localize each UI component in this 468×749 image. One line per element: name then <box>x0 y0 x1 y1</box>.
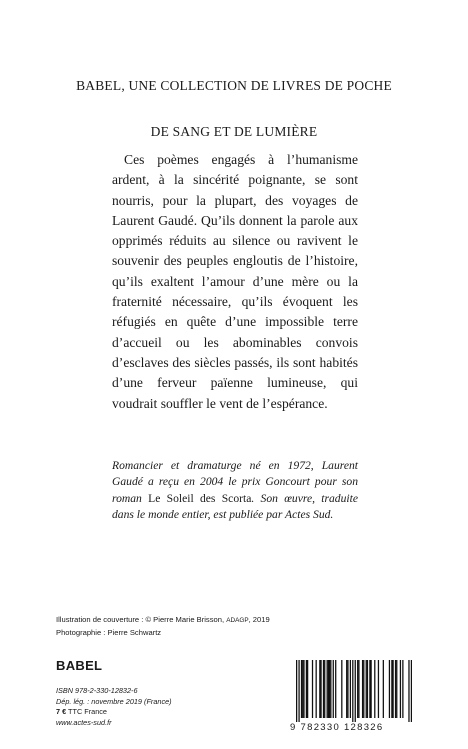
barcode-bar <box>329 660 330 718</box>
credit-year: , 2019 <box>248 615 270 624</box>
barcode-bar <box>298 660 299 722</box>
barcode-bar <box>402 660 403 718</box>
barcode-bar <box>319 660 320 718</box>
price-line <box>56 707 226 718</box>
barcode-bar <box>395 660 396 718</box>
barcode-bar <box>358 660 359 718</box>
barcode-bar <box>369 660 370 718</box>
barcode-bar <box>303 660 304 718</box>
barcode-bar <box>370 660 371 718</box>
barcode-bar <box>357 660 358 718</box>
barcode-bar <box>352 660 353 722</box>
barcode-bar <box>347 660 348 718</box>
barcode-bar <box>400 660 401 718</box>
barcode-bar <box>335 660 336 718</box>
barcode-bar <box>330 660 331 718</box>
bio-part-2: . Son œuvre, traduite dans le monde entier, est publiée par Actes Sud. <box>112 491 358 521</box>
barcode-bar <box>411 660 412 722</box>
barcode-bar <box>346 660 347 718</box>
publisher-imprint: BABEL <box>56 658 103 673</box>
barcode-bar <box>323 660 324 718</box>
barcode-bar <box>327 660 328 718</box>
illustration-credit-text: Illustration de couverture : © Pierre Marie Brisson, <box>56 615 227 624</box>
barcode-bar <box>392 660 393 718</box>
illustration-credit <box>56 614 396 627</box>
novel-title: Le Soleil des Scorta <box>148 491 252 505</box>
book-title: DE SANG ET DE LUMIÈRE <box>150 124 318 139</box>
bio-part-1: Romancier et dramaturge né en 1972, Laurent Gaudé a reçu en 2004 le prix Goncourt pour son roman <box>112 459 358 505</box>
barcode-bar <box>320 660 321 718</box>
photo-credit: Photographie : Pierre Schwartz <box>56 627 162 637</box>
barcode-bar <box>389 660 390 718</box>
collection-name: BABEL, UNE COLLECTION DE LIVRES DE POCHE <box>76 78 392 93</box>
price-note: TTC France <box>66 707 107 717</box>
author-bio <box>112 458 358 523</box>
barcode-bar <box>328 660 329 718</box>
barcode-bar <box>374 660 375 718</box>
barcode-bar <box>383 660 384 718</box>
credits <box>56 614 396 638</box>
barcode-bar <box>324 660 325 718</box>
barcode-bar <box>333 660 334 718</box>
legal-deposit: Dép. lég. : novembre 2019 (France) <box>56 696 172 706</box>
barcode-bar <box>391 660 392 718</box>
barcode-bar <box>301 660 302 718</box>
barcode-bar <box>307 660 308 718</box>
barcode-bar <box>366 660 367 718</box>
barcode-bar <box>367 660 368 718</box>
barcode-icon <box>296 660 412 722</box>
barcode-bar <box>350 660 351 718</box>
barcode-bar <box>396 660 397 718</box>
blurb-text: Ces poèmes engagés à l’humanisme ardent, à la sincérité poignante, se sont nourris, pour la plupart, des voyages de Laurent Gaudé. Qu’ils donnent la parole aux opprimés réduits au silence ou ravivent le souvenir des peuples engloutis de l’histoire, qu’ils exaltent l’amour d’une mère ou la fraternité nécessaire, qu’ils évoquent les réfugiés en quête d’une impossible terre d’accueil ou les abominables convois d’esclaves des siècles passés, ils sont habités d’une ferveur païenne lumineuse, qui voudrait souffler le vent de l’espérance. <box>112 152 358 411</box>
barcode-bar <box>341 660 342 718</box>
barcode-bar <box>306 660 307 718</box>
barcode-bar <box>408 660 409 722</box>
legal-info <box>56 686 226 728</box>
barcode-bar <box>296 660 297 722</box>
price: 7 € <box>56 707 67 717</box>
barcode-bar <box>355 660 356 722</box>
isbn: ISBN 978-2-330-12832-6 <box>56 686 138 695</box>
website: www.actes-sud.fr <box>56 717 112 727</box>
barcode-bar <box>362 660 363 718</box>
barcode-graphic <box>296 660 412 722</box>
barcode-digits: 9 782330 128326 <box>290 722 384 733</box>
barcode-bar <box>316 660 317 718</box>
agency-name: ADAGP <box>226 617 249 624</box>
barcode-bar <box>312 660 313 718</box>
barcode-bar <box>378 660 379 718</box>
barcode-bar <box>363 660 364 718</box>
barcode-bar <box>302 660 303 718</box>
